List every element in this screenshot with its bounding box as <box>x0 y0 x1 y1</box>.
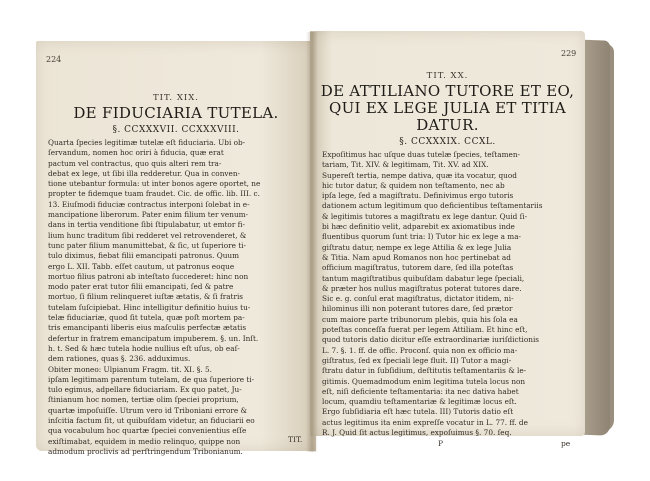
left-page-text-line: Quarta ſpecies legitimæ tutelæ eſt fiduciaria. Ubi ob- <box>48 138 246 147</box>
left-page-text-line: ſervandum, nomen hoc oriri à fiducia, quæ erat <box>48 148 224 158</box>
right-page-text-line: gitimis. Quemadmodum enim legitima tutela locus non <box>322 376 526 386</box>
right-page-text-line: giſtratus, ſed ex ſpeciali lege fluit. II) Tutor a magi- <box>322 355 512 365</box>
left-page-text-line: defertur in fratrem emancipatum impuberem. §. un. Inſt. <box>48 333 259 343</box>
left-page-text-line: tunc pater filium manumittebat, & ſic, ut ſuperiore ti- <box>48 240 246 250</box>
right-page-text-line: giſtratu datur, nempe ex lege Attilia & ex lege Julia <box>322 242 512 252</box>
left-page-text-line: ſtinianum hoc nomen, tertiæ olim ſpeciei proprium, <box>48 395 239 405</box>
left-page-text-line: mancipatione liberorum. Pater enim filium ter venum- <box>48 210 249 220</box>
right-page-text-line: R. J. Quid ſit actus legitimus, expoſuimus §. 70. ſeq. <box>322 428 512 438</box>
right-page-signature: P <box>438 439 444 448</box>
right-page-body <box>322 150 577 438</box>
right-page-number: 229 <box>561 49 577 58</box>
left-page-text-line: h. t. Sed & hæc tutela hodie nullius eſt uſus, ob eaſ- <box>48 343 240 353</box>
left-page-text-line: tulo diximus, fiebat filii emancipati patronus. Quum <box>48 251 240 261</box>
right-page-heading-line-1: DE ATTILIANO TUTORE ET EO, <box>320 82 575 100</box>
right-page-text-line: cum maiore parte tribunorum plebis, quia his ſola ea <box>322 314 518 324</box>
right-page-text-line: Sic e. g. conſul erat magiſtratus, dictator itidem, ni- <box>322 294 514 304</box>
book-gutter <box>306 32 318 452</box>
left-page-catchword: TIT. <box>288 435 303 444</box>
left-page-heading: DE FIDUCIARIA TUTELA. <box>73 104 279 122</box>
right-page-text-line: & legitimis tutores a magiſtratu ex lege dantur. Quid ſi- <box>322 211 528 221</box>
left-page <box>36 41 316 456</box>
right-page-text-line: ſtratu datur in ſubſidium, deſtitutis teſtamentariis & le- <box>322 366 527 376</box>
left-page-text-line: 13. Eiuſmodi fiduciæ contractus interponi ſolebat in e- <box>48 199 250 209</box>
left-page-text-line: ipſam legitimam parentum tutelam, de qua ſuperiore ti- <box>48 374 255 384</box>
left-page-text-line: tione utebantur formula: ut inter bonos agere oportet, ne <box>48 179 261 189</box>
right-page-text-line: eſt, niſi deficiente teſtamentaria: ita nec dativa habet <box>322 386 519 396</box>
left-page-text-line: dem rationes, quas §. 236. adduximus. <box>48 354 191 364</box>
left-page-text-line: mortuo, ſi filium relinqueret iuſtæ ætatis, & ſi fratris <box>48 292 244 302</box>
left-page-text-line: inſcitia factum ſit, ut quibuſdam videtur, an fiduciarii eo <box>48 416 255 426</box>
right-page-text-line: ipſa lege, ſed a magiſtratu. Definivimus ergo tutoris <box>322 191 514 201</box>
left-page-text-line: quartæ impoſuiſſe. Utrum vero id Triboniani errore & <box>48 405 248 415</box>
left-page-text-line: pactum vel contractus, quo quis alteri rem tra- <box>48 158 222 168</box>
left-page-text-line: lium hunc traditum ſibi redderet vel retrovenderet, & <box>48 230 247 240</box>
left-page-body <box>48 138 308 457</box>
right-page-heading-line-2: QUI EX LEGE JULIA ET TITIA <box>329 99 566 117</box>
right-page-text-line: & Titia. Nam apud Romanos non hoc pertinebat ad <box>322 252 511 262</box>
left-page-text-line: mortuo filius patroni ab inteſtato ſuccederet: hinc non <box>48 271 249 281</box>
right-page-text-line: locum, quamdiu teſtamentariæ & legitimæ locus eſt. <box>322 397 517 407</box>
right-page-text-line: L. 7. §. 1. ff. de offic. Proconſ. quia non ex officio ma- <box>322 345 518 355</box>
left-page-text-line: dans in tertia venditione ſibi ſtipulabatur, ut emtor fi- <box>48 220 245 230</box>
right-page-heading-line-3: DATUR. <box>416 116 479 134</box>
right-page-text-line: quod tutoris datio dicitur eſſe extraordinariæ iuriſdictionis <box>322 335 540 345</box>
left-page-text-line: tulo egimus, adpellare fiduciariam. Ex quo patet, Ju- <box>48 385 242 395</box>
left-page-text-line: exiſtimabat, equidem in medio relinquo, quippe non <box>48 436 241 446</box>
left-page-text-line: propter te fidemque tuam fraudet. Cic. de offic. lib. III. c. <box>48 189 260 199</box>
right-page-text-line: dationem actum legitimum quo deficientibus teſtamentariis <box>322 201 543 211</box>
left-page-text-line: ergo L. XII. Tabb. eſſet cautum, ut patronus eoque <box>48 261 235 271</box>
right-page <box>310 31 585 448</box>
left-page-text-line: telæ fiduciariæ, quod ſit tutela, quæ poſt mortem pa- <box>48 313 245 323</box>
right-page-text-line: hic tutor datur, & quidem non teſtamento, nec ab <box>322 180 505 190</box>
left-page-text-line: modo pater erat tutor filii emancipati, ſed & patre <box>48 282 234 292</box>
right-page-text-line: officium magiſtratus, tutorem dare, ſed illa poteſtas <box>322 263 514 273</box>
right-page-text-line: Expoſitimus hac uſque duas tutelæ ſpecies, teſtamen- <box>322 150 520 159</box>
right-page-text-line: bi hæc definitio velit, adparebit ex axiomatibus inde <box>322 222 515 232</box>
right-page-section: §. CCXXXIX. CCXL. <box>399 137 496 147</box>
right-page-text-line: fluentibus quorum ſunt tria: I) Tutor hic ex lege a ma- <box>322 232 522 242</box>
left-page-text-line: admodum proclivis ad perſtringendum Tribonianum. <box>48 446 243 456</box>
right-page-text-line: tantum magiſtratibus quibuſdam dabatur lege ſpeciali, <box>322 273 525 283</box>
left-page-title: TIT. XIX. <box>152 93 199 103</box>
right-page-text-line: Supereſt tertia, nempe dativa, quæ ita vocatur, quod <box>322 170 517 180</box>
left-page-text-line: qua vocabulum hoc quartæ ſpeciei convenientius eſſe <box>48 426 247 436</box>
right-page-text-line: Ergo ſubſidiaria eſt hæc tutela. III) Tutoris datio eſt <box>322 407 514 417</box>
right-page-text-line: poteſtas conceſſa fuerat per legem Attiliam. Et hinc eſt, <box>322 325 528 335</box>
left-page-section: §. CCXXXVII. CCXXXVIII. <box>112 125 240 135</box>
left-page-number: 224 <box>46 55 62 64</box>
right-page-text-line: & præter hos nullus magiſtratus poterat tutores dare. <box>322 283 522 293</box>
right-page-title: TIT. XX. <box>426 71 469 81</box>
left-page-text-line: tutelam ſuſcipiebat. Hinc intelligitur definitio huius tu- <box>48 302 251 312</box>
left-page-text-line: debat ex lege, ut ſibi illa redderetur. Qua in conven- <box>48 168 240 178</box>
right-page-text-line: hilominus illi non poterant tutores dare, ſed prætor <box>322 304 513 314</box>
left-page-text-line: Obiter moneo: Ulpianum Fragm. tit. XI. §. 5. <box>48 364 212 374</box>
right-page-text-line: tariam, Tit. XIV. & legitimam, Tit. XV. ad XIX. <box>322 160 489 170</box>
right-page-text-line: actus legitimus ita enim expreſſe vocatur in L. 77. ff. de <box>322 417 528 427</box>
right-page-catchword: pe <box>561 439 571 448</box>
left-page-text-line: tris emancipanti liberis eius maſculis perfectæ ætatis <box>48 323 247 333</box>
